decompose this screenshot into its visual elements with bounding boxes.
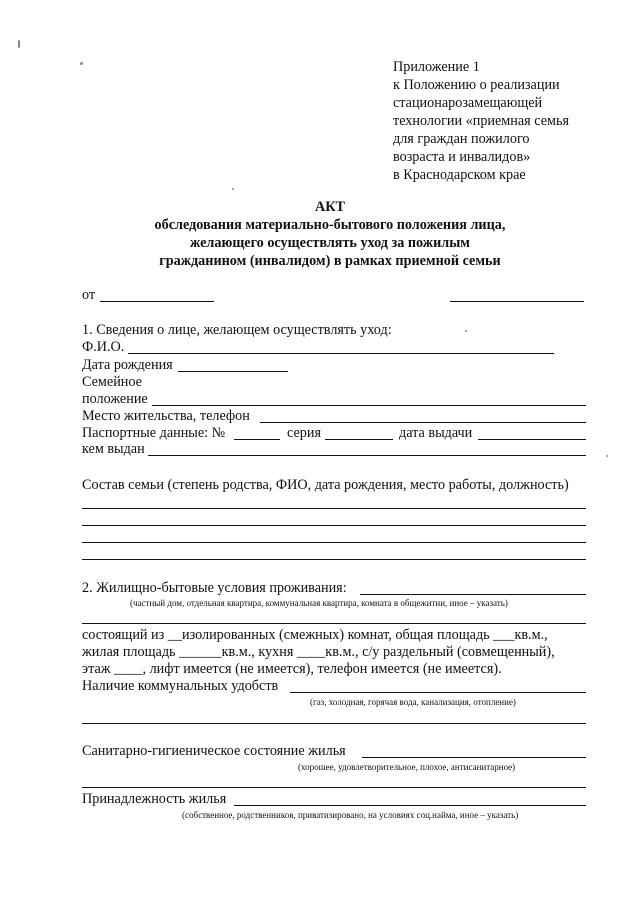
family-line[interactable] <box>82 508 586 509</box>
marital-status-field[interactable] <box>152 405 586 406</box>
scan-speck <box>232 188 234 190</box>
appendix-line: возраста и инвалидов» <box>393 149 531 165</box>
utilities-label: Наличие коммунальных удобств <box>82 678 279 694</box>
housing-type-field-2[interactable] <box>82 623 586 624</box>
housing-type-hint: (частный дом, отдельная квартира, коммунальная квартира, комната в общежитии, иное – указать) <box>130 598 508 608</box>
section2-heading: 2. Жилищно-бытовые условия проживания: <box>82 580 347 596</box>
date-field[interactable] <box>100 301 214 302</box>
rooms-line: состоящий из __изолированных (смежных) комнат, общая площадь ___кв.м., <box>82 627 548 643</box>
passport-number-field[interactable] <box>234 439 280 440</box>
date-from-label: от <box>82 287 96 303</box>
appendix-line: для граждан пожилого <box>393 131 530 147</box>
sanitary-label: Санитарно-гигиеническое состояние жилья <box>82 743 346 759</box>
birth-date-field[interactable] <box>178 371 288 372</box>
appendix-line: технологии «приемная семья <box>393 113 569 129</box>
residence-field[interactable] <box>260 422 586 423</box>
issued-by-field[interactable] <box>148 455 586 456</box>
document-subtitle-line: гражданином (инвалидом) в рамках приемной семьи <box>159 253 501 269</box>
issue-date-field[interactable] <box>478 439 586 440</box>
utilities-field[interactable] <box>290 692 586 693</box>
appendix-line: Приложение 1 <box>393 59 480 75</box>
family-heading: Состав семьи (степень родства, ФИО, дата рождения, место работы, должность) <box>82 477 569 493</box>
utilities-hint: (газ, холодная, горячая вода, канализация, отопление) <box>310 697 516 707</box>
scan-speck <box>18 40 20 48</box>
ownership-hint: (собственное, родственников, приватизировано, на условиях соц.найма, иное – указать) <box>182 810 519 820</box>
appendix-line: стационарозамещающей <box>393 95 543 111</box>
family-line[interactable] <box>82 525 586 526</box>
document-subtitle-line: желающего осуществлять уход за пожилым <box>190 235 470 251</box>
marital-status-label: Семейное <box>82 374 142 390</box>
issued-by-label: кем выдан <box>82 441 145 457</box>
fio-field[interactable] <box>128 353 554 354</box>
scan-speck <box>606 455 608 457</box>
sanitary-hint: (хорошее, удовлетворительное, плохое, антисанитарное) <box>298 762 516 772</box>
birth-date-label: Дата рождения <box>82 357 173 373</box>
place-field[interactable] <box>450 301 584 302</box>
ownership-label: Принадлежность жилья <box>82 791 227 807</box>
family-line[interactable] <box>82 559 586 560</box>
scan-speck <box>80 62 83 65</box>
document-title: АКТ <box>315 199 345 215</box>
utilities-field-2[interactable] <box>82 723 586 724</box>
residence-label: Место жительства, телефон <box>82 408 250 424</box>
housing-type-field[interactable] <box>360 594 586 595</box>
section1-heading: 1. Сведения о лице, желающем осуществлять уход: <box>82 322 392 338</box>
passport-label: Паспортные данные: № <box>82 425 226 441</box>
passport-series-field[interactable] <box>325 439 393 440</box>
sanitary-field-2[interactable] <box>82 787 586 788</box>
appendix-line: к Положению о реализации <box>393 77 560 93</box>
issue-date-label: дата выдачи <box>399 425 473 441</box>
passport-series-label: серия <box>287 425 321 441</box>
floor-line: этаж ____, лифт имеется (не имеется), телефон имеется (не имеется). <box>82 661 502 677</box>
family-line[interactable] <box>82 542 586 543</box>
appendix-line: в Краснодарском крае <box>393 167 526 183</box>
document-subtitle-line: обследования материально-бытового положения лица, <box>154 217 506 233</box>
ownership-field[interactable] <box>234 805 586 806</box>
marital-status-label-2: положение <box>82 391 148 407</box>
fio-label: Ф.И.О. <box>82 339 125 355</box>
scan-speck <box>465 330 467 332</box>
area-line: жилая площадь ______кв.м., кухня ____кв.м., с/у раздельный (совмещенный), <box>82 644 555 660</box>
sanitary-field[interactable] <box>362 757 586 758</box>
appendix-block <box>393 58 613 184</box>
